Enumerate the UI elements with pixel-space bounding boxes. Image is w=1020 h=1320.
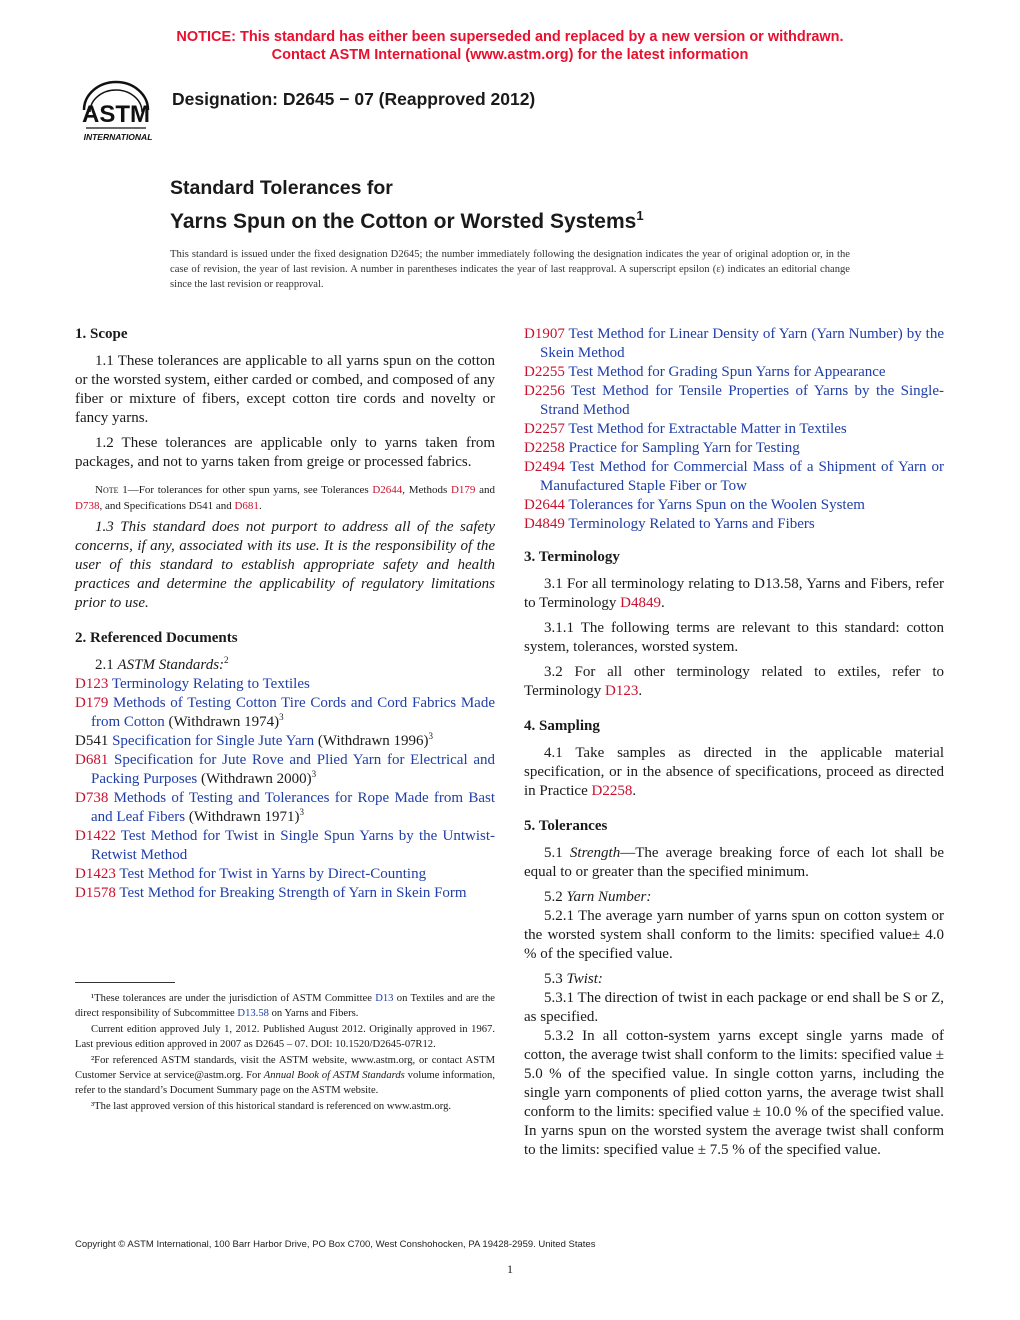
reference-item [75,694,495,732]
footnote-text: on Yarns and Fibers. [268,1008,359,1019]
footnote-text: volume information, refer to the standard’s Document Summary page on the ASTM website. [75,1070,495,1096]
reference-title[interactable]: Test Method for Linear Density of Yarn (Yarn Number) by the Skein Method [540,326,944,361]
title-footnote-mark: 1 [636,208,644,223]
paragraph-5-3-2: 5.3.2 In all cotton-system yarns except single yarns made of cotton, the average twist shall conform to the limits: specified value ± 5.0 % of the specified value. In single cotton yarns, including the single yarn components of plied cotton yarns, the average twist shall conform to the limits: specified value ± 10.0 % of the specified value. In yarns spun on the worsted system the average twist shall conform to the limits: specified value ± 7.5 % of the specified value. [524,1028,944,1158]
reference-link[interactable]: D1578 [75,885,116,901]
note-label: Note 1 [95,484,128,496]
reference-list-left [75,675,495,903]
reference-link[interactable]: D541 [75,733,109,749]
paragraph-text: . [632,783,637,799]
reference-link[interactable]: D2256 [524,383,565,399]
reference-item [524,515,944,534]
reference-title[interactable]: Test Method for Tensile Properties of Yarns by the Single-Strand Method [540,383,944,418]
paragraph-text: . [638,683,643,699]
link-d123[interactable]: D123 [605,683,639,699]
reference-withdrawn: (Withdrawn 1974) [164,714,280,730]
paragraph-italic-label: Yarn Number: [566,889,652,905]
footnote-ref: 3 [299,807,305,817]
reference-item [524,458,944,496]
footnote-text: ²For referenced ASTM standards, visit the ASTM website, www.astm.org, or contact ASTM Customer Service at service@astm.org. For [75,1055,495,1081]
reference-link[interactable]: D123 [75,676,109,692]
paragraph-number: 2.1 [95,657,114,673]
title-line-2: Yarns Spun on the Cotton or Worsted Systems [170,210,637,233]
note-1 [75,482,495,514]
paragraph-1-2: 1.2 These tolerances are applicable only to yarns taken from packages, and not to yarns taken from greige or processed fabrics. [75,435,495,470]
right-column [524,325,944,1166]
reference-item [75,884,495,903]
reference-withdrawn: (Withdrawn 1971) [185,809,300,825]
footnote-ref: 3 [428,731,434,741]
paragraph-3-1-1: 3.1.1 The following terms are relevant to this standard: cotton system, tolerances, worsted system. [524,620,944,655]
reference-item [75,751,495,789]
link-d4849[interactable]: D4849 [620,595,662,611]
reference-link[interactable]: D2257 [524,421,565,437]
reference-withdrawn: (Withdrawn 2000) [197,771,312,787]
left-column [75,325,495,903]
paragraph-5-2-1: 5.2.1 The average yarn number of yarns spun on cotton system or the worsted system shall conform to the limits: specified value± 4.0 % of the specified value. [524,908,944,962]
note-text: , and Specifications D541 and [99,500,235,512]
footnote-ref: 2 [224,655,229,665]
link-d13-58[interactable]: D13.58 [237,1008,269,1019]
reference-title[interactable]: Terminology Related to Yarns and Fibers [564,516,815,532]
link-d13[interactable]: D13 [375,993,394,1004]
reference-title[interactable]: Test Method for Twist in Single Spun Yarns by the Untwist-Retwist Method [91,828,495,863]
footnote-text: ¹These tolerances are under the jurisdiction of ASTM Committee [91,993,376,1004]
reference-link[interactable]: D4849 [524,516,565,532]
footnote-divider [75,982,175,983]
paragraph-3-2 [524,663,944,701]
footnote-1 [75,991,495,1021]
note-text: , Methods [402,484,451,496]
link-d2644[interactable]: D2644 [372,484,403,496]
reference-link[interactable]: D738 [75,790,109,806]
logo-text: ASTM [82,101,150,128]
reference-title[interactable]: Specification for Single Jute Yarn [108,733,315,749]
reference-title[interactable]: Tolerances for Yarns Spun on the Woolen System [564,497,865,513]
reference-title[interactable]: Test Method for Twist in Yarns by Direct-Counting [115,866,427,882]
paragraph-1-1: 1.1 These tolerances are applicable to all yarns spun on the cotton or the worsted system, either carded or combed, and composed of any fiber or mixture of fibers, except cotton tire cords and novelty or fancy yarns. [75,353,495,426]
reference-link[interactable]: D2258 [524,440,565,456]
paragraph-number: 5.3 [544,971,563,987]
section-heading-sampling: 4. Sampling [524,718,600,734]
reference-item [524,420,944,439]
section-heading-terminology: 3. Terminology [524,549,620,565]
footnote-ref: 3 [311,769,317,779]
reference-item [524,382,944,420]
intro-paragraph: This standard is issued under the fixed designation D2645; the number immediately following the designation indicates the year of original adoption or, in the case of revision, the year of last revision. A number in parentheses indicates the year of last reapproval. A superscript epsilon (ε) indicates an editorial change since the last revision or reapproval. [170,249,850,290]
link-d179[interactable]: D179 [450,484,476,496]
paragraph-number: 5.1 [544,845,563,861]
reference-item [75,732,495,751]
footnote-italic: Annual Book of ASTM Standards [263,1070,405,1081]
footnote-3: ³The last approved version of this historical standard is referenced on www.astm.org. [91,1101,452,1112]
reference-title[interactable]: Methods of Testing Cotton Tire Cords and Cord Fabrics Made from Cotton [91,695,495,730]
reference-title[interactable]: Practice for Sampling Yarn for Testing [564,440,800,456]
reference-item [524,439,944,458]
footnote-1-edition: Current edition approved July 1, 2012. Published August 2012. Originally approved in 1967. Last previous edition approved in 2007 as D2645 – 07. DOI: 10.1520/D2645-07R12. [75,1024,495,1050]
reference-withdrawn: (Withdrawn 1996) [314,733,429,749]
copyright: Copyright © ASTM International, 100 Barr Harbor Drive, PO Box C700, West Conshohocken, PA 19428-2959. United States [75,1239,596,1250]
reference-title[interactable]: Test Method for Extractable Matter in Textiles [564,421,847,437]
paragraph-5-1 [524,844,944,882]
reference-list-right [524,325,944,534]
footnotes [75,991,495,1115]
paragraph-text: 4.1 Take samples as directed in the applicable material specification, or in the absence of specifications, proceed as directed in Practice [524,745,944,799]
note-text: and [475,484,495,496]
reference-link[interactable]: D1423 [75,866,116,882]
reference-link[interactable]: D2644 [524,497,565,513]
link-d681[interactable]: D681 [234,500,259,512]
note-text: . [258,500,262,512]
document-title [170,175,644,235]
paragraph-3-1 [524,575,944,613]
reference-item [75,675,495,694]
reference-title[interactable]: Test Method for Grading Spun Yarns for Appearance [564,364,886,380]
notice-banner [0,28,1020,64]
reference-title[interactable]: Test Method for Breaking Strength of Yarn in Skein Form [115,885,467,901]
reference-item [75,865,495,884]
section-heading-tolerances: 5. Tolerances [524,818,608,834]
reference-title[interactable]: Specification for Jute Rove and Plied Yarn for Electrical and Packing Purposes [91,752,495,787]
paragraph-italic-label: Twist: [566,971,603,987]
reference-link[interactable]: D1907 [524,326,565,342]
reference-link[interactable]: D1422 [75,828,116,844]
footnote-2 [75,1053,495,1098]
designation: Designation: D2645 − 07 (Reapproved 2012) [172,89,536,109]
paragraph-number: 5.2 [544,889,563,905]
page-number: 1 [507,1262,513,1276]
paragraph-5-2 [524,888,944,907]
reference-link[interactable]: D2255 [524,364,565,380]
reference-item [75,789,495,827]
logo-subtext: INTERNATIONAL [83,132,153,142]
link-d738[interactable]: D738 [75,500,100,512]
paragraph-4-1 [524,744,944,801]
paragraph-5-3 [524,970,944,989]
paragraph-text: 3.2 For all other terminology related to extiles, refer to Terminology [524,664,944,699]
paragraph-italic-label: Strength [569,845,621,861]
reference-link[interactable]: D179 [75,695,109,711]
title-line-1: Standard Tolerances for [170,177,393,199]
reference-item [524,363,944,382]
paragraph-text: 3.1 For all terminology relating to D13.58, Yarns and Fibers, refer to Terminology [524,576,944,611]
paragraph-1-3: 1.3 This standard does not purport to address all of the safety concerns, if any, associated with its use. It is the responsibility of the user of this standard to establish appropriate safety and health practices and determine the applicability of regulatory limitations prior to use. [75,519,495,611]
paragraph-2-1 [75,656,495,675]
notice-line-1: NOTICE: This standard has either been superseded and replaced by a new version or withdrawn. [176,29,844,45]
paragraph-text: . [661,595,665,611]
notice-line-2: Contact ASTM International (www.astm.org) for the latest information [271,47,749,63]
reference-link[interactable]: D681 [75,752,109,768]
link-d2258[interactable]: D2258 [591,783,633,799]
section-heading-referenced-documents: 2. Referenced Documents [75,630,238,646]
reference-item [75,827,495,865]
reference-title[interactable]: Methods of Testing and Tolerances for Rope Made from Bast and Leaf Fibers [91,790,495,825]
reference-link[interactable]: D2494 [524,459,565,475]
astm-standards-label: ASTM Standards: [117,657,225,673]
paragraph-5-3-1: 5.3.1 The direction of twist in each package or end shall be S or Z, as specified. [524,990,944,1025]
astm-logo [76,76,160,146]
reference-title[interactable]: Test Method for Commercial Mass of a Shipment of Yarn or Manufactured Staple Fiber or Tow [540,459,944,494]
note-text: —For tolerances for other spun yarns, see Tolerances [127,484,373,496]
reference-title[interactable]: Terminology Relating to Textiles [108,676,310,692]
reference-item [524,325,944,363]
footnote-ref: 3 [279,712,284,722]
section-heading-scope: 1. Scope [75,326,128,342]
footnote-text: on Textiles and are the direct responsibility of Subcommittee [75,993,496,1019]
reference-item [524,496,944,515]
paragraph-text: —The average breaking force of each lot shall be equal to or greater than the specified minimum. [524,845,945,880]
